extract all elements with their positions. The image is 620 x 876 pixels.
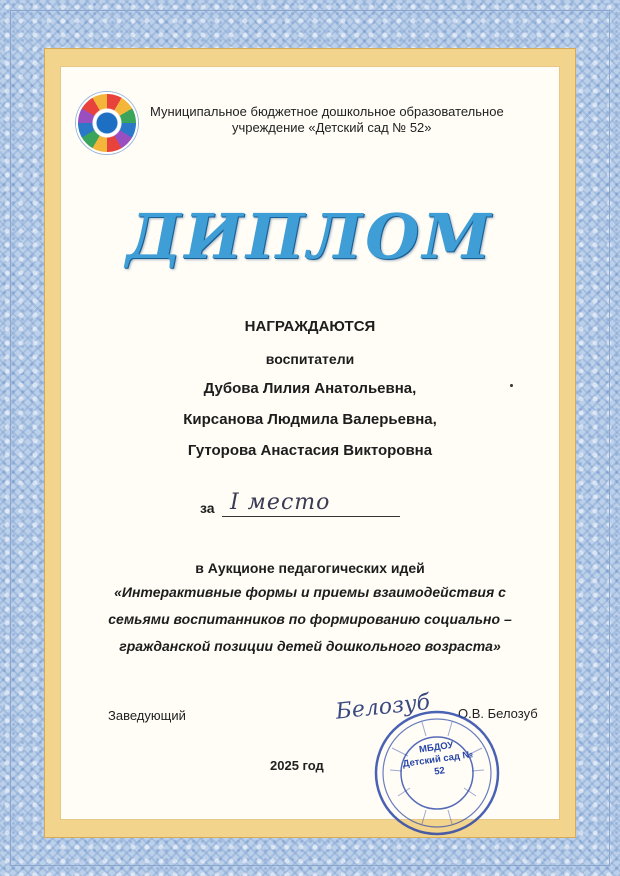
org-line-1: Муниципальное бюджетное дошкольное образовательное xyxy=(150,104,504,119)
event-line-4: гражданской позиции детей дошкольного возраста» xyxy=(119,638,501,654)
org-line-2: учреждение «Детский сад № 52» xyxy=(232,120,432,135)
award-underline xyxy=(222,516,400,517)
handwritten-signature: Белозуб xyxy=(334,689,432,725)
organization-header xyxy=(150,104,530,136)
event-line-3: семьями воспитанников по формированию социально – xyxy=(108,611,512,627)
ink-dot xyxy=(510,384,513,387)
diploma-year: 2025 год xyxy=(270,758,324,773)
awardee-name: Кирсанова Людмила Валерьевна, xyxy=(183,411,437,428)
event-line-1: в Аукционе педагогических идей xyxy=(195,560,425,576)
awardee-role: воспитатели xyxy=(265,351,355,367)
award-place-handwritten: I место xyxy=(230,490,331,515)
diploma-title: ДИПЛОМ xyxy=(126,200,494,273)
kindergarten-logo-icon xyxy=(76,92,138,154)
award-prefix: за xyxy=(200,500,215,516)
signer-position: Заведующий xyxy=(108,708,186,723)
award-verb: НАГРАЖДАЮТСЯ xyxy=(244,318,376,335)
signer-name: О.В. Белозуб xyxy=(458,706,538,721)
awardee-name: Гуторова Анастасия Викторовна xyxy=(187,442,433,459)
event-line-2: «Интерактивные формы и приемы взаимодействия с xyxy=(114,584,506,600)
official-stamp-icon xyxy=(372,708,502,838)
stamp-center-text: МБДОУ Детский сад № 52 xyxy=(402,739,474,778)
awardee-name: Дубова Лилия Анатольевна, xyxy=(203,380,417,397)
